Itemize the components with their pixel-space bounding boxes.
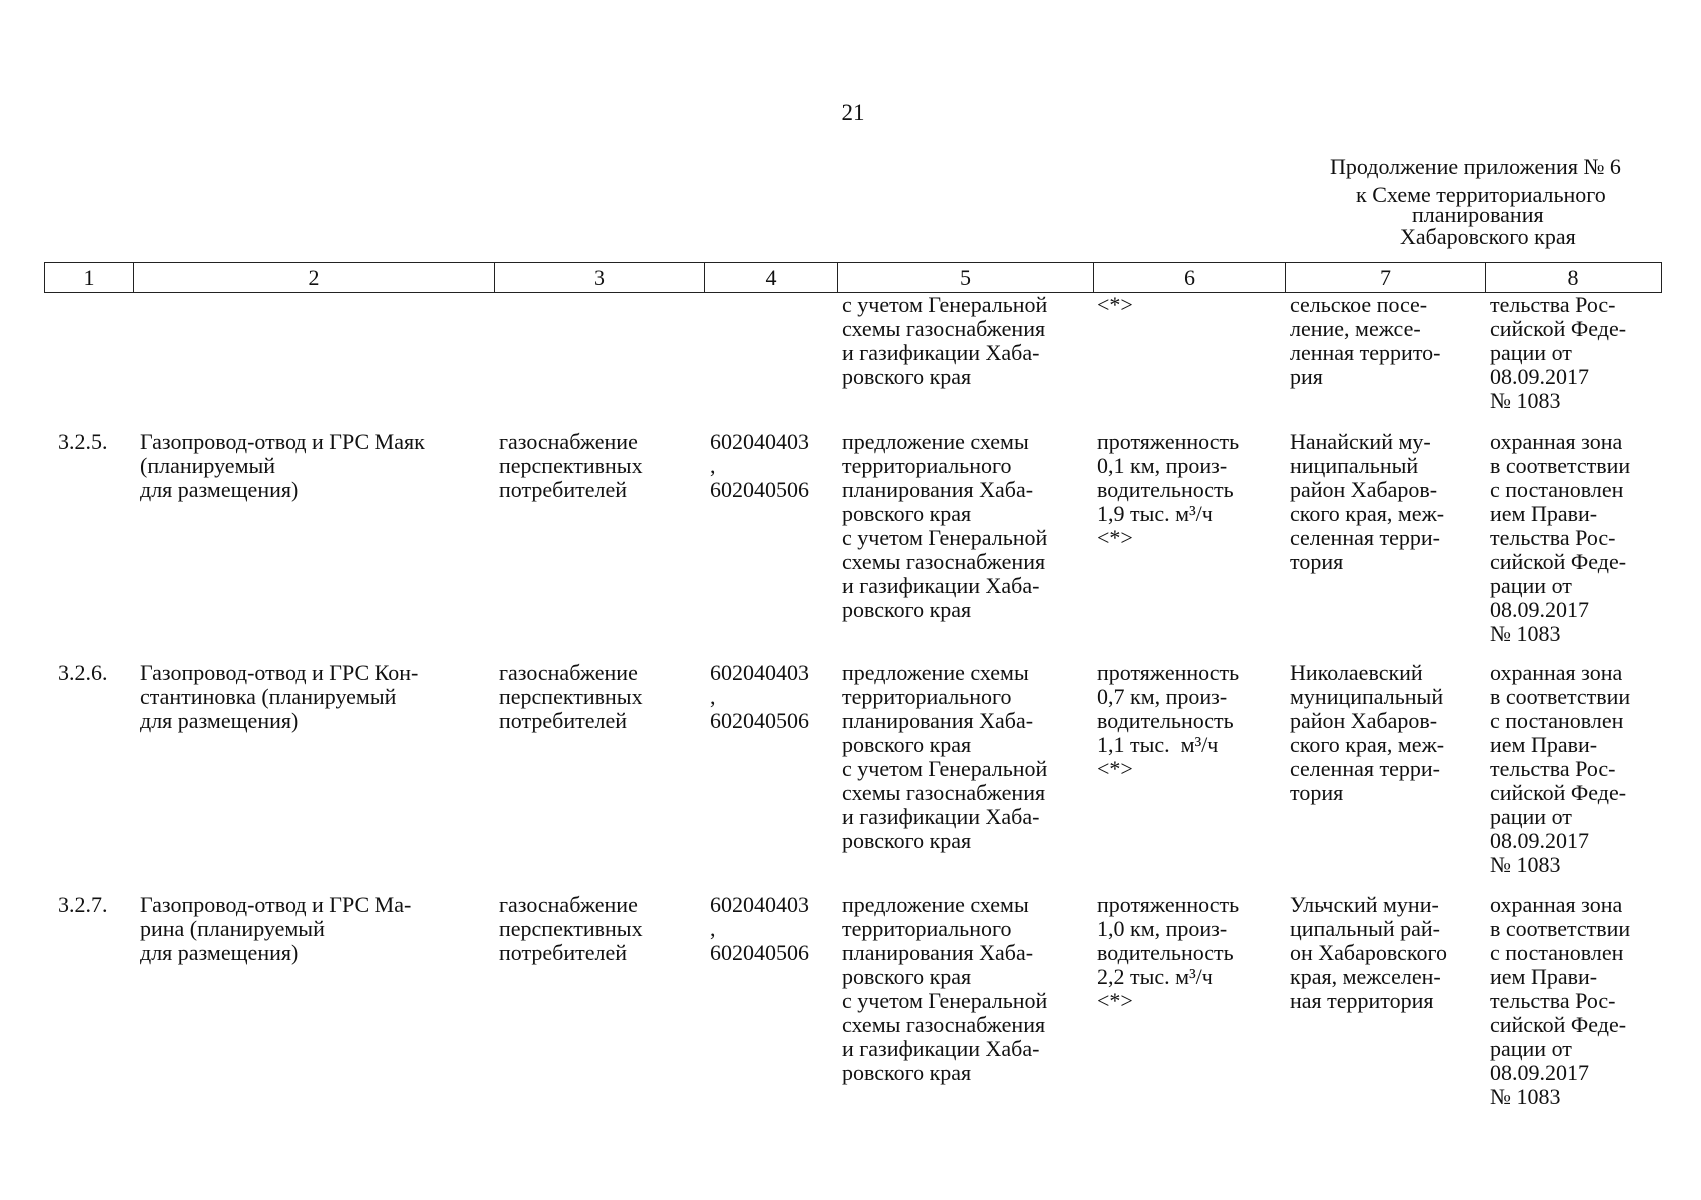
column-header-3: 3 (495, 263, 705, 292)
object-name: Газопровод-отвод и ГРС Кон- стантиновка (планируемый для размещения) (140, 660, 419, 733)
object-basis: предложение схемы территориального планирования Хаба- ровского края с учетом Генеральной схемы газоснабжения и газификации Хаба- ровского края (842, 429, 1048, 622)
row-number: 3.2.7. (58, 892, 108, 917)
column-header-6: 6 (1094, 263, 1286, 292)
column-header-4: 4 (705, 263, 838, 292)
row-number: 3.2.5. (58, 429, 108, 454)
continuation-characteristics: <*> (1097, 292, 1133, 317)
column-header-7: 7 (1286, 263, 1486, 292)
object-location: Нанайский му- ниципальный район Хабаров- ского края, меж- селенная терри- тория (1290, 429, 1445, 574)
appendix-line-3: планирования (1412, 202, 1544, 227)
object-code: 602040403 , 602040506 (710, 892, 809, 965)
column-header-8: 8 (1567, 265, 1579, 290)
continuation-location: сельское посе- ление, межсе- ленная террито- рия (1290, 292, 1441, 389)
object-name: Газопровод-отвод и ГРС Маяк (планируемый для размещения) (140, 429, 425, 502)
continuation-basis: с учетом Генеральной схемы газоснабжения и газификации Хаба- ровского края (842, 292, 1048, 389)
appendix-line-2: к Схеме территориального (1356, 182, 1606, 207)
object-code: 602040403 , 602040506 (710, 429, 809, 502)
object-basis: предложение схемы территориального планирования Хаба- ровского края с учетом Генеральной схемы газоснабжения и газификации Хаба- ровского края (842, 892, 1048, 1085)
object-protection-zone: охранная зона в соответствии с постановлен ием Прави- тельства Рос- сийской Феде- рации от 08.09.2017 № 1083 (1490, 429, 1631, 646)
object-name: Газопровод-отвод и ГРС Ма- рина (планируемый для размещения) (140, 892, 412, 965)
continuation-protection-zone: тельства Рос- сийской Феде- рации от 08.09.2017 № 1083 (1490, 292, 1627, 413)
object-purpose: газоснабжение перспективных потребителей (499, 429, 643, 502)
object-basis: предложение схемы территориального планирования Хаба- ровского края с учетом Генеральной схемы газоснабжения и газификации Хаба- ровского края (842, 660, 1048, 853)
row-number: 3.2.6. (58, 660, 108, 685)
object-code: 602040403 , 602040506 (710, 660, 809, 733)
appendix-line-1: Продолжение приложения № 6 (1330, 154, 1621, 179)
object-characteristics: протяженность 1,0 км, произ- водительность 2,2 тыс. м³/ч <*> (1097, 892, 1240, 1013)
table-header-row (44, 262, 1662, 293)
object-location: Ульчский муни- ципальный рай- он Хабаровского края, межселен- ная территория (1290, 892, 1447, 1013)
column-header-5: 5 (838, 263, 1094, 292)
object-location: Николаевский муниципальный район Хабаров- ского края, меж- селенная терри- тория (1290, 660, 1445, 805)
object-characteristics: протяженность 0,7 км, произ- водительность 1,1 тыс. м³/ч <*> (1097, 660, 1240, 781)
object-purpose: газоснабжение перспективных потребителей (499, 892, 643, 965)
appendix-header (1290, 155, 1701, 275)
object-protection-zone: охранная зона в соответствии с постановлен ием Прави- тельства Рос- сийской Феде- рации от 08.09.2017 № 1083 (1490, 892, 1631, 1109)
appendix-line-4: Хабаровского края (1400, 224, 1576, 249)
object-characteristics: протяженность 0,1 км, произ- водительность 1,9 тыс. м³/ч <*> (1097, 429, 1240, 550)
object-purpose: газоснабжение перспективных потребителей (499, 660, 643, 733)
column-header-1: 1 (45, 263, 134, 292)
page-number: 21 (841, 100, 865, 125)
column-header-2: 2 (134, 263, 495, 292)
object-protection-zone: охранная зона в соответствии с постановлен ием Прави- тельства Рос- сийской Феде- рации от 08.09.2017 № 1083 (1490, 660, 1631, 877)
